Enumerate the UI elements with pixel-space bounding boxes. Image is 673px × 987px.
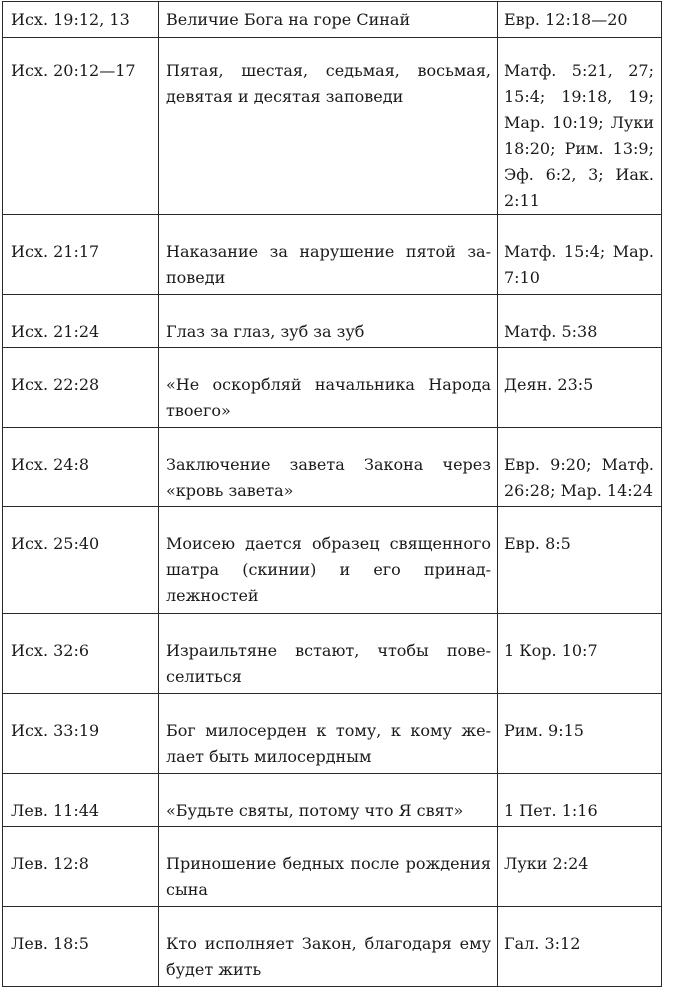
nt-reference-cell: Матф. 5:21, 27; 15:4; 19:18, 19; Мар. 10:19; Луки 18:20; Рим. 13:9; Эф. 6:2, 3; Иак. 2:11 (498, 38, 662, 215)
ot-reference-cell: Исх. 22:28 (3, 348, 159, 428)
ot-reference-cell: Лев. 12:8 (3, 827, 159, 907)
nt-reference-cell: 1 Пет. 1:16 (498, 774, 662, 827)
table-row (3, 2, 662, 38)
ot-reference-cell: Исх. 19:12, 13 (3, 2, 159, 38)
references-table (2, 1, 662, 987)
nt-reference-cell: Рим. 9:15 (498, 694, 662, 774)
nt-reference-cell: Гал. 3:12 (498, 907, 662, 987)
theme-cell: Заключение завета Закона через «кровь завета» (159, 428, 498, 507)
ot-reference-cell: Исх. 32:6 (3, 614, 159, 694)
table-row (3, 694, 662, 774)
table-row (3, 295, 662, 348)
table-row (3, 774, 662, 827)
ot-reference-cell: Исх. 20:12—17 (3, 38, 159, 215)
theme-cell: Пятая, шестая, седьмая, восьмая, девятая и десятая заповеди (159, 38, 498, 215)
nt-reference-cell: Матф. 15:4; Мар. 7:10 (498, 215, 662, 295)
ot-reference-cell: Исх. 21:24 (3, 295, 159, 348)
theme-cell: Наказание за нарушение пятой заповеди (159, 215, 498, 295)
nt-reference-cell: Матф. 5:38 (498, 295, 662, 348)
nt-reference-cell: Луки 2:24 (498, 827, 662, 907)
table-row (3, 428, 662, 507)
table-row (3, 907, 662, 987)
ot-reference-cell: Исх. 25:40 (3, 507, 159, 614)
theme-cell: Кто исполняет Закон, благодаря ему будет жить (159, 907, 498, 987)
ot-reference-cell: Исх. 21:17 (3, 215, 159, 295)
table-row (3, 827, 662, 907)
table-row (3, 215, 662, 295)
theme-cell: Приношение бедных после рождения сына (159, 827, 498, 907)
table-row (3, 38, 662, 215)
table-row (3, 614, 662, 694)
table-row (3, 507, 662, 614)
nt-reference-cell: Деян. 23:5 (498, 348, 662, 428)
nt-reference-cell: Евр. 12:18—20 (498, 2, 662, 38)
nt-reference-cell: Евр. 8:5 (498, 507, 662, 614)
theme-cell: Израильтяне встают, чтобы повеселиться (159, 614, 498, 694)
theme-cell: «Будьте святы, потому что Я свят» (159, 774, 498, 827)
theme-cell: Величие Бога на горе Синай (159, 2, 498, 38)
ot-reference-cell: Исх. 24:8 (3, 428, 159, 507)
ot-reference-cell: Лев. 18:5 (3, 907, 159, 987)
ot-reference-cell: Исх. 33:19 (3, 694, 159, 774)
theme-cell: Моисею дается образец священного шатра (скинии) и его принадлежностей (159, 507, 498, 614)
ot-reference-cell: Лев. 11:44 (3, 774, 159, 827)
theme-cell: «Не оскорбляй начальника Народа твоего» (159, 348, 498, 428)
nt-reference-cell: Евр. 9:20; Матф. 26:28; Мар. 14:24 (498, 428, 662, 507)
theme-cell: Глаз за глаз, зуб за зуб (159, 295, 498, 348)
nt-reference-cell: 1 Кор. 10:7 (498, 614, 662, 694)
theme-cell: Бог милосерден к тому, к кому желает быть милосердным (159, 694, 498, 774)
table-row (3, 348, 662, 428)
